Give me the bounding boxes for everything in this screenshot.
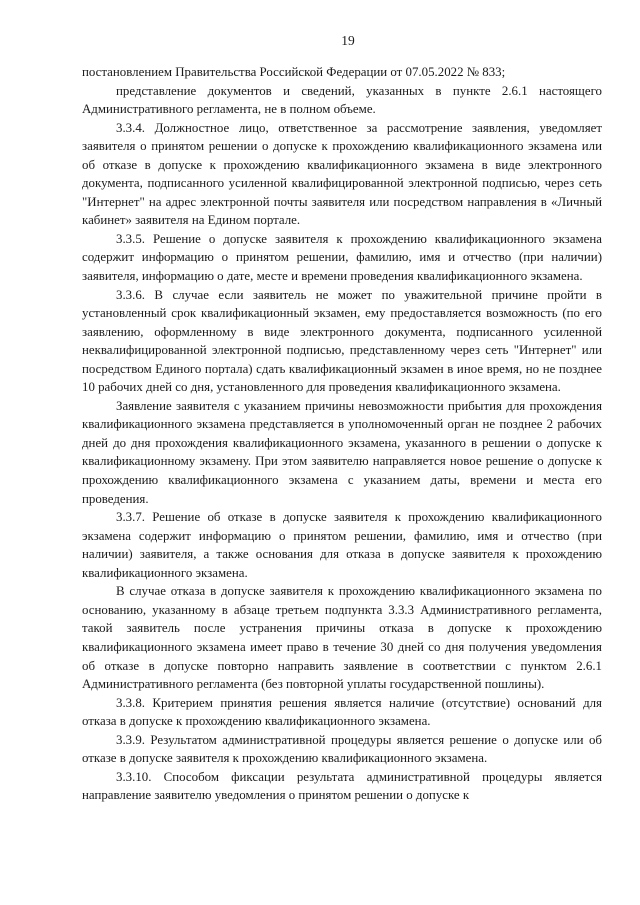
paragraph-3-3-6: 3.3.6. В случае если заявитель не может по уважительной причине пройти в установленный срок квалификационный экзамен, ему предоставляется возможность (по его заявлению, оформленному в виде электронного документа, подписанного усиленной неквалифицированной электронной подписью, представленному через сеть "Интернет" или посредством Единого портала) сдать квалификационный экзамен в иное время, но не позднее 10 рабочих дней со дня, установленного для проведения квалификационного экзамена. [82, 287, 602, 395]
paragraph-3-3-7: 3.3.7. Решение об отказе в допуске заявителя к прохождению квалификационного экзамена содержит информацию о принятом решении, фамилию, имя и отчество (при наличии) заявителя, а также основания для отказа в допуске заявителя к прохождению квалификационного экзамена. [82, 510, 602, 580]
paragraph-3-3-6-continued: Заявление заявителя с указанием причины невозможности прибытия для прохождения квалификационного экзамена представляется в уполномоченный орган не позднее 2 рабочих дней до дня прохождения квалификационного экзамена, указанного в решении о допуске к квалификационному экзамену. При этом заявителю направляется новое решение о допуске к прохождению квалификационного экзамена с указанием даты, времени и места его проведения. [82, 398, 602, 506]
paragraph-3-3-10: 3.3.10. Способом фиксации результата административной процедуры является направление заявителю уведомления о принятом решении о допуске к [82, 769, 602, 803]
paragraph-3-3-5: 3.3.5. Решение о допуске заявителя к прохождению квалификационного экзамена содержит информацию о принятом решении, фамилию, имя и отчество (при наличии) заявителя, информацию о дате, месте и времени проведения квалификационного экзамена. [82, 231, 602, 284]
paragraph-3-3-9: 3.3.9. Результатом административной процедуры является решение о допуске или об отказе в допуске заявителя к прохождению квалификационного экзамена. [82, 732, 602, 766]
paragraph-3-3-7-continued: В случае отказа в допуске заявителя к прохождению квалификационного экзамена по основанию, указанному в абзаце третьем подпункта 3.3.3 Административного регламента, такой заявитель после устранения причины отказа в допуске к прохождению квалификационного экзамена имеет право в течение 30 дней со дня получения уведомления об отказе в допуске повторно направить заявление в соответствии с пунктом 2.6.1 Административного регламента (без повторной уплаты государственной пошлины). [82, 584, 602, 692]
paragraph-1: постановлением Правительства Российской Федерации от 07.05.2022 № 833; [82, 65, 506, 79]
page-number: 19 [341, 33, 355, 48]
document-body [82, 63, 602, 805]
paragraph-3-3-8: 3.3.8. Критерием принятия решения является наличие (отсутствие) оснований для отказа в допуске к прохождению квалификационного экзамена. [82, 695, 602, 729]
paragraph-3-3-4: 3.3.4. Должностное лицо, ответственное за рассмотрение заявления, уведомляет заявителя о принятом решении о допуске к прохождению квалификационного экзамена или об отказе в допуске к прохождению квалификационного экзамена в виде электронного документа, подписанного усиленной квалифицированной электронной подписью, через сеть "Интернет" на адрес электронной почты заявителя или посредством направления в «Личный кабинет» заявителя на Едином портале. [82, 120, 602, 228]
document-page [82, 32, 602, 805]
paragraph-2: представление документов и сведений, указанных в пункте 2.6.1 настоящего Административного регламента, не в полном объеме. [82, 83, 602, 117]
